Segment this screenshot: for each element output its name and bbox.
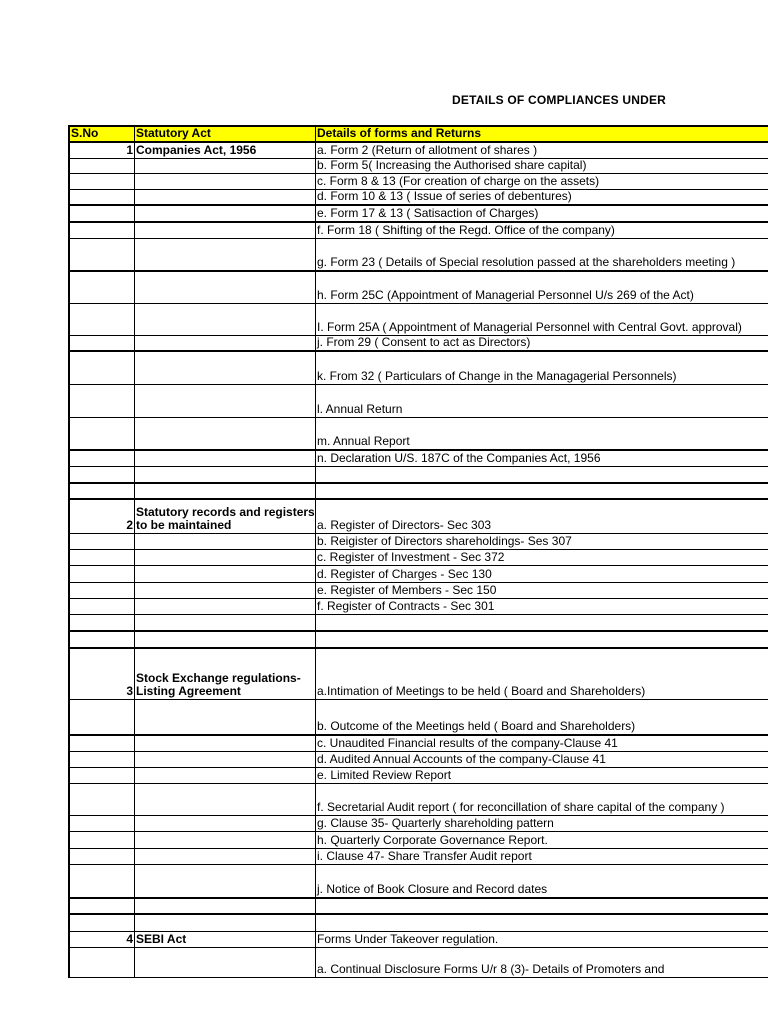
cell-sno: 2 — [68, 500, 135, 533]
cell-details: g. Clause 35- Quarterly shareholding pattern — [317, 816, 554, 830]
table-row — [68, 418, 768, 451]
table-row — [68, 649, 768, 700]
cell-details: a. Continual Disclosure Forms U/r 8 (3)- Details of Promoters and — [317, 962, 665, 976]
cell-details — [316, 899, 768, 913]
table-row — [68, 899, 768, 915]
cell-sno — [68, 352, 135, 384]
cell-details: b. Outcome of the Meetings held ( Board and Shareholders) — [317, 719, 636, 733]
table-row — [68, 451, 768, 467]
cell-sno — [68, 615, 135, 630]
header-statutory-act: Statutory Act — [135, 127, 316, 141]
table-row — [68, 223, 768, 239]
table-row — [68, 534, 768, 550]
cell-statutory-act: Statutory records and registers to be maintained — [135, 500, 316, 533]
header-sno: S.No — [68, 127, 135, 141]
table-row — [68, 190, 768, 206]
cell-statutory-act — [135, 239, 316, 270]
cell-sno — [68, 336, 135, 350]
cell-sno — [68, 899, 135, 913]
cell-sno — [68, 865, 135, 897]
cell-details — [316, 632, 768, 647]
cell-statutory-act — [135, 534, 316, 549]
cell-sno — [68, 272, 135, 303]
cell-details: l. Annual Return — [317, 402, 403, 416]
cell-details: d. Form 10 & 13 ( Issue of series of debentures) — [317, 190, 572, 203]
cell-details: c. Unaudited Financial results of the company-Clause 41 — [317, 736, 618, 750]
table-row — [68, 174, 768, 190]
cell-sno — [68, 632, 135, 647]
cell-statutory-act — [135, 418, 316, 449]
table-row — [68, 352, 768, 385]
cell-details: e. Form 17 & 13 ( Satisaction of Charges) — [317, 206, 539, 220]
cell-details: f. Secretarial Audit report ( for reconcillation of share capital of the company ) — [317, 800, 725, 814]
cell-details: e. Limited Review Report — [317, 768, 452, 782]
cell-sno — [68, 206, 135, 221]
cell-sno — [68, 849, 135, 864]
cell-sno — [68, 832, 135, 848]
cell-sno — [68, 915, 135, 931]
cell-statutory-act: Companies Act, 1956 — [135, 143, 316, 158]
header-details: Details of forms and Returns — [317, 127, 482, 140]
table-row — [68, 484, 768, 500]
cell-sno — [68, 784, 135, 815]
cell-sno — [68, 768, 135, 783]
cell-statutory-act — [135, 385, 316, 417]
cell-sno — [68, 566, 135, 582]
table-row — [68, 566, 768, 583]
cell-statutory-act — [135, 583, 316, 598]
cell-details: k. From 32 ( Particulars of Change in the Managagerial Personnels) — [317, 369, 677, 383]
cell-sno — [68, 484, 135, 498]
cell-details: a. Form 2 (Return of allotment of shares ) — [317, 143, 538, 157]
cell-statutory-act — [135, 467, 316, 482]
cell-sno — [68, 534, 135, 549]
cell-statutory-act — [135, 752, 316, 767]
cell-statutory-act — [135, 915, 316, 931]
cell-statutory-act — [135, 768, 316, 783]
cell-sno — [68, 700, 135, 734]
table-row — [68, 599, 768, 615]
cell-sno: 4 — [68, 932, 135, 947]
cell-statutory-act — [135, 352, 316, 384]
cell-details: n. Declaration U/S. 187C of the Companies Act, 1956 — [317, 451, 601, 465]
table-row — [68, 932, 768, 948]
cell-statutory-act — [135, 615, 316, 630]
cell-statutory-act: Stock Exchange regulations- Listing Agreement — [135, 649, 316, 699]
table-row — [68, 159, 768, 174]
cell-details: b. Reigister of Directors shareholdings- Ses 307 — [317, 534, 572, 548]
cell-details: c. Register of Investment - Sec 372 — [317, 550, 505, 564]
cell-details: I. Form 25A ( Appointment of Managerial Personnel with Central Govt. approval) — [317, 320, 742, 334]
cell-details: h. Quarterly Corporate Governance Report. — [317, 833, 548, 847]
table-row — [68, 816, 768, 832]
table-row — [68, 768, 768, 784]
table-row — [68, 915, 768, 932]
cell-statutory-act — [135, 190, 316, 204]
cell-sno: 1 — [68, 143, 135, 158]
cell-statutory-act — [135, 566, 316, 582]
cell-statutory-act — [135, 832, 316, 848]
table-header-row — [68, 125, 768, 143]
cell-details: j. From 29 ( Consent to act as Directors) — [317, 336, 531, 349]
cell-sno — [68, 948, 135, 977]
document-title: DETAILS OF COMPLIANCES UNDER — [452, 93, 667, 107]
table-row — [68, 336, 768, 352]
cell-details: Forms Under Takeover regulation. — [317, 932, 499, 946]
table-row — [68, 239, 768, 272]
table-row — [68, 550, 768, 566]
cell-statutory-act — [135, 948, 316, 977]
table-row — [68, 583, 768, 599]
cell-details: b. Form 5( Increasing the Authorised share capital) — [317, 159, 587, 172]
cell-statutory-act — [135, 816, 316, 831]
cell-details: a. Register of Directors- Sec 303 — [317, 518, 492, 532]
cell-statutory-act — [135, 206, 316, 221]
cell-details — [316, 915, 768, 931]
table-row — [68, 467, 768, 484]
cell-sno — [68, 736, 135, 751]
cell-sno — [68, 816, 135, 831]
cell-statutory-act — [135, 159, 316, 173]
table-row — [68, 784, 768, 816]
table-row — [68, 736, 768, 752]
table-row — [68, 143, 768, 159]
cell-sno — [68, 451, 135, 466]
cell-details: m. Annual Report — [317, 434, 410, 448]
cell-statutory-act — [135, 304, 316, 335]
cell-statutory-act — [135, 899, 316, 913]
cell-statutory-act — [135, 484, 316, 498]
table-row — [68, 615, 768, 632]
cell-sno — [68, 190, 135, 204]
table-row — [68, 500, 768, 534]
cell-statutory-act — [135, 784, 316, 815]
cell-statutory-act — [135, 550, 316, 565]
table-row — [68, 752, 768, 768]
cell-sno — [68, 752, 135, 767]
cell-statutory-act — [135, 336, 316, 350]
table-row — [68, 632, 768, 649]
cell-statutory-act — [135, 865, 316, 897]
cell-sno — [68, 550, 135, 565]
cell-statutory-act — [135, 700, 316, 734]
cell-details: i. Clause 47- Share Transfer Audit report — [317, 849, 532, 863]
cell-details: d. Register of Charges - Sec 130 — [317, 567, 492, 581]
cell-sno — [68, 159, 135, 173]
cell-statutory-act: SEBI Act — [135, 932, 316, 947]
cell-sno — [68, 385, 135, 417]
table-row — [68, 832, 768, 849]
cell-details: g. Form 23 ( Details of Special resolution passed at the shareholders meeting ) — [317, 255, 736, 269]
cell-sno — [68, 239, 135, 270]
table-row — [68, 272, 768, 304]
cell-details: h. Form 25C (Appointment of Managerial Personnel U/s 269 of the Act) — [317, 288, 694, 302]
cell-statutory-act — [135, 451, 316, 466]
cell-details: d. Audited Annual Accounts of the company-Clause 41 — [317, 752, 606, 766]
cell-statutory-act — [135, 599, 316, 614]
table-row — [68, 849, 768, 865]
cell-statutory-act — [135, 632, 316, 647]
table-row — [68, 304, 768, 336]
cell-sno — [68, 174, 135, 189]
cell-statutory-act — [135, 849, 316, 864]
cell-sno — [68, 304, 135, 335]
compliance-table — [68, 125, 768, 978]
cell-details — [316, 484, 768, 498]
cell-details: f. Form 18 ( Shifting of the Regd. Office of the company) — [317, 223, 615, 237]
table-row — [68, 700, 768, 736]
cell-sno — [68, 223, 135, 238]
cell-sno — [68, 599, 135, 614]
cell-details: c. Form 8 & 13 (For creation of charge on the assets) — [317, 174, 600, 188]
cell-details — [316, 615, 768, 630]
cell-details: e. Register of Members - Sec 150 — [317, 583, 497, 597]
table-row — [68, 948, 768, 978]
cell-statutory-act — [135, 736, 316, 751]
cell-statutory-act — [135, 223, 316, 238]
cell-sno: 3 — [68, 649, 135, 699]
cell-sno — [68, 418, 135, 449]
table-row — [68, 865, 768, 899]
table-row — [68, 385, 768, 418]
cell-details — [316, 467, 768, 482]
cell-details: j. Notice of Book Closure and Record dates — [317, 882, 548, 896]
cell-details: f. Register of Contracts - Sec 301 — [317, 599, 495, 613]
cell-statutory-act — [135, 174, 316, 189]
cell-statutory-act — [135, 272, 316, 303]
cell-details: a.Intimation of Meetings to be held ( Board and Shareholders) — [317, 684, 646, 698]
table-row — [68, 206, 768, 223]
cell-sno — [68, 467, 135, 482]
cell-sno — [68, 583, 135, 598]
